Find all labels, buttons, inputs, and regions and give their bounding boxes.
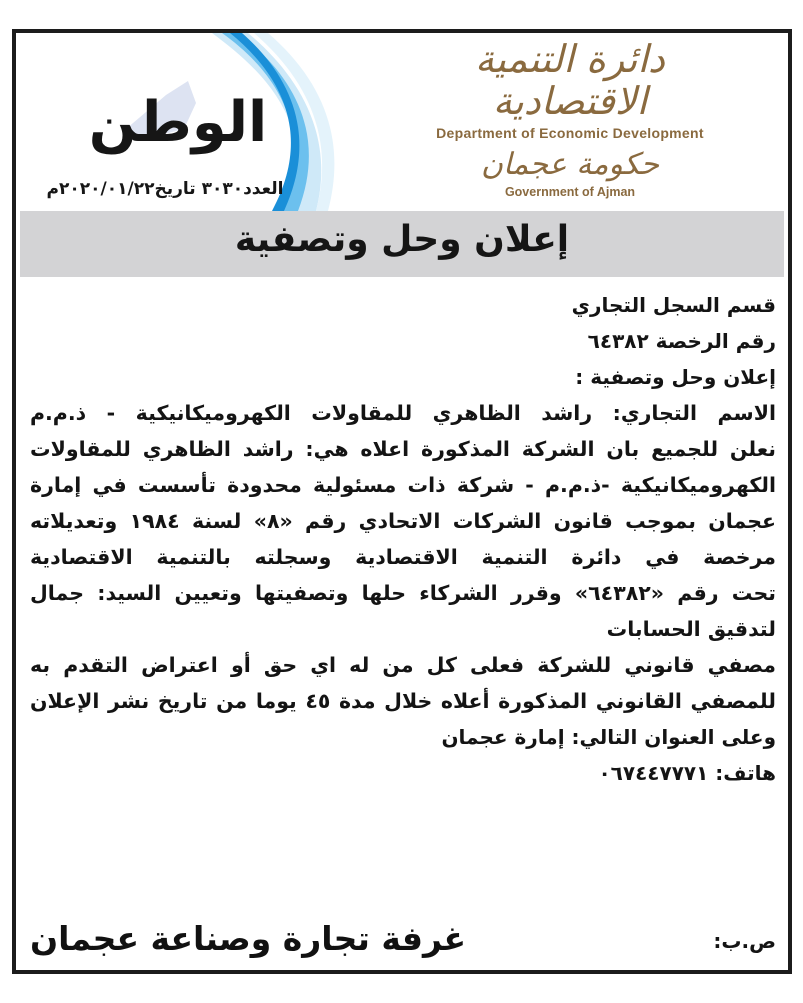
logo-english-subtitle: Government of Ajman <box>504 184 636 199</box>
notice-line: إعلان وحل وتصفية : <box>575 365 776 389</box>
footer-row <box>30 921 776 965</box>
po-box-label: ص.ب: <box>713 929 776 953</box>
logo-arabic-title: دائرة التنمية الاقتصادية <box>475 37 665 123</box>
notice-line: قسم السجل التجاري <box>571 293 776 317</box>
notice-line: مصفي قانوني للشركة فعلى كل من له اي حق أو اعتراض التقدم به <box>30 653 776 677</box>
logo-arabic-subtitle: حكومة عجمان <box>480 146 660 182</box>
newspaper-name: الوطن <box>88 90 268 155</box>
notice-line: للمصفي القانوني المذكورة أعلاه خلال مدة ٤٥ يوما من تاريخ نشر الإعلان <box>30 689 776 713</box>
notice-line: رقم الرخصة ٦٤٣٨٢ <box>587 329 776 353</box>
logo-english-title: Department of Economic Development <box>436 124 704 141</box>
notice-line: وعلى العنوان التالي: إمارة عجمان <box>441 725 776 749</box>
notice-frame <box>12 29 792 974</box>
notice-line: الكهروميكانيكية -ذ.م.م - شركة ذات مسئولية محدودة تأسست في إمارة <box>30 473 776 497</box>
issuer-name: غرفة تجارة وصناعة عجمان <box>30 919 467 958</box>
notice-line: مرخصة في دائرة التنمية الاقتصادية وسجلته بالتنمية الاقتصادية <box>30 545 776 569</box>
phone-line: هاتف: ٠٦٧٤٤٧٧٧١ <box>598 761 776 785</box>
notice-line: الاسم التجاري: راشد الظاهري للمقاولات الكهروميكانيكية - ذ.م.م <box>30 401 776 425</box>
banner-title: إعلان وحل وتصفية <box>234 219 570 260</box>
notice-line: تحت رقم «٦٤٣٨٢» وقرر الشركاء حلها وتصفيتها وتعيين السيد: جمال <box>30 581 776 605</box>
header <box>16 33 788 211</box>
notice-line: عجمان بموجب قانون الشركات الاتحادي رقم «٨» لسنة ١٩٨٤ وتعديلاته <box>30 509 776 533</box>
title-banner <box>20 211 784 277</box>
notice-line: نعلن للجميع بان الشركة المذكورة اعلاه هي: راشد الظاهري للمقاولات <box>30 437 776 461</box>
notice-line: لتدقيق الحسابات <box>606 617 776 641</box>
ded-logo <box>400 39 740 199</box>
issue-date-line: العدد٣٠٣٠ تاريخ٢٠٢٠/٠١/٢٢م <box>46 179 284 199</box>
notice-body <box>30 287 776 791</box>
